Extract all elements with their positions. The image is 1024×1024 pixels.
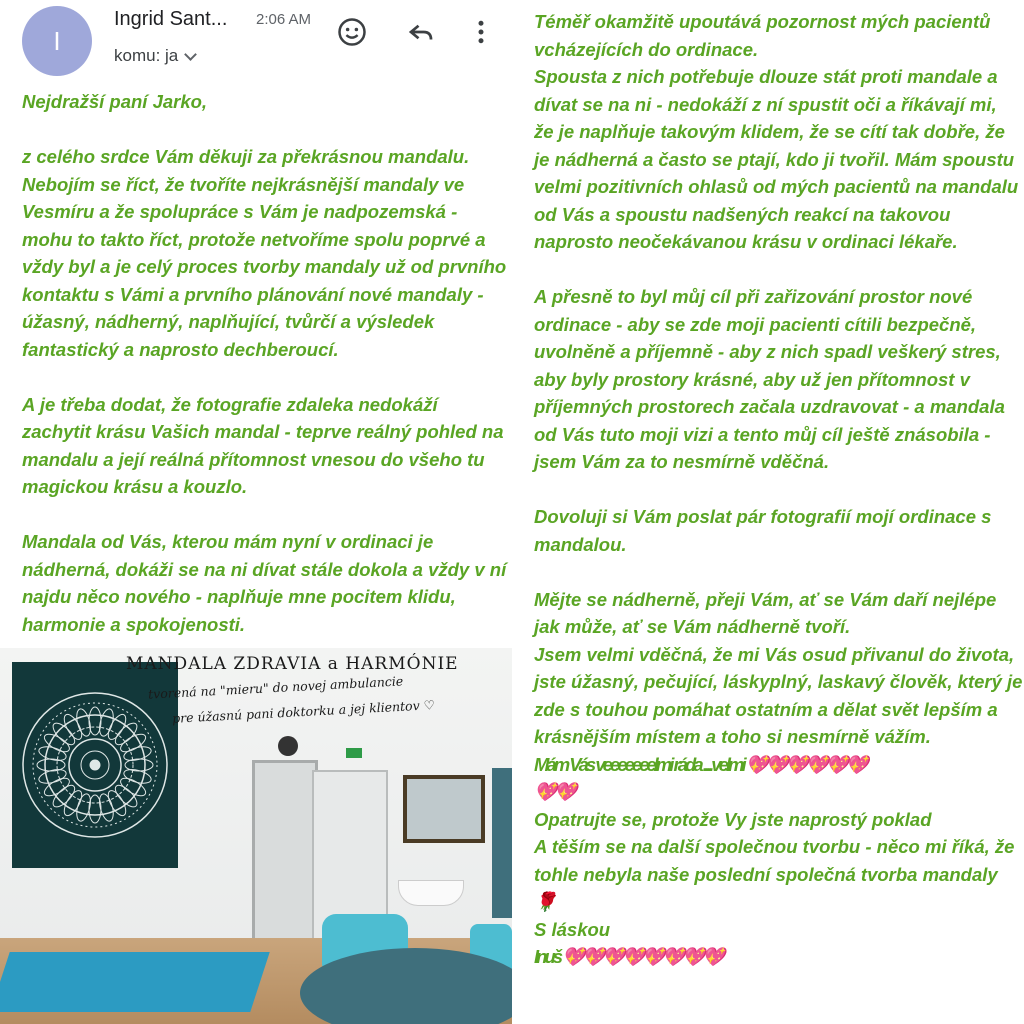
- mandala-petal: [125, 759, 153, 771]
- message-line: aby byly prostory krásné, aby už jen přítomnost v: [534, 368, 970, 390]
- message-line: Nebojím se říct, že tvoříte nejkrásnější mandaly ve: [22, 173, 465, 195]
- message-line: Opatrujte se, protože Vy jste naprostý poklad: [534, 808, 932, 830]
- reply-button[interactable]: [403, 14, 439, 50]
- message-body-left: [22, 88, 506, 638]
- message-line: vcházejících do ordinace.: [534, 38, 759, 60]
- message-line: velmi pozitivních ohlasů od mých pacientů na mandalu: [534, 176, 1019, 197]
- photo-caption-1: tvorená na "mieru" do novej ambulancie: [147, 673, 404, 702]
- message-line: jsem Vám za to nesmírně vděčná.: [534, 451, 830, 472]
- message-line: mandalou.: [534, 533, 627, 555]
- message-line: příjemných prostorech začala uzdravovat - a mandala: [534, 396, 1005, 417]
- message-line: Mějte se nádherně, přeji Vám, ať se Vám daří nejlépe: [534, 588, 997, 610]
- photo-caption-2: pre úžasnú pani doktorku a jej klientov ♡: [171, 697, 436, 726]
- exit-sign: [346, 748, 362, 758]
- recipient-label: komu: ja: [114, 46, 179, 65]
- blank-line: [22, 363, 506, 391]
- emoji-reaction-button[interactable]: [334, 14, 370, 50]
- message-line: 🌹: [534, 891, 558, 912]
- message-line: je nádherná a často se ptají, kdo ji tvořil. Mám spoustu: [534, 148, 1015, 170]
- message-line: najdu něco nového - naplňuje mne pocitem klidu,: [22, 586, 456, 607]
- message-line: zachytit krásu Vašich mandal - teprve reálný pohled na: [22, 421, 504, 442]
- message-line: harmonie a spokojenosti.: [22, 613, 246, 635]
- message-line: Téměř okamžitě upoutává pozornost mých pacientů: [534, 11, 991, 32]
- message-body-right: [534, 8, 1022, 971]
- message-line: kontaktu s Vámi a prvního plánování nové mandaly -: [22, 283, 484, 305]
- photo-title: MANDALA ZDRAVIA a HARMÓNIE: [126, 654, 459, 674]
- message-line: Inuš 💖💖💖💖💖💖💖💖: [534, 946, 723, 967]
- message-line: naprosto neočekávanou krásu v ordinaci lékaře.: [534, 231, 958, 252]
- office-photo: [0, 648, 512, 1024]
- message-line: Spousta z nich potřebuje dlouze stát proti mandale a: [534, 66, 998, 87]
- message-line: z celého srdce Vám děkuji za překrásnou mandalu.: [22, 146, 470, 167]
- mandala-petal: [89, 707, 101, 735]
- more-options-button[interactable]: [463, 14, 499, 50]
- mirror: [403, 775, 485, 843]
- chevron-down-icon: [184, 48, 197, 61]
- message-line: fantastický a naprosto dechberoucí.: [22, 338, 339, 360]
- right-panel: [512, 0, 1024, 1024]
- message-line: že je naplňuje takovým klidem, že se cítí tak dobře, že: [534, 121, 1005, 142]
- message-line: úžasný, nádherný, naplňující, tvůrčí a výsledek: [22, 311, 435, 332]
- blank-line: [534, 558, 1022, 586]
- message-line: uvolněně a příjemně - aby z nich spadl veškerý stres,: [534, 341, 1001, 362]
- message-line: S láskou: [534, 918, 611, 940]
- message-line: Nejdražší paní Jarko,: [22, 91, 208, 112]
- reply-icon: [406, 17, 436, 47]
- message-line: Mám Vás veeeeeeelmi ráda ....velmi 💖💖💖💖💖💖: [534, 753, 866, 775]
- cabinet: [492, 768, 512, 918]
- message-line: Dovoluji si Vám poslat pár fotografií mojí ordinace s: [534, 506, 992, 527]
- message-line: mandalu a její reálná přítomnost vnesou do všeho tu: [22, 448, 485, 470]
- message-line: ordinace - aby se zde moji pacienti cítili bezpečně,: [534, 313, 977, 335]
- message-line: A přesně to byl můj cíl při zařizování prostor nové: [534, 286, 973, 307]
- message-line: Vesmíru a že spolupráce s Vám je nadpozemská -: [22, 201, 458, 222]
- message-time: 2:06 AM: [256, 11, 312, 28]
- sink: [398, 880, 464, 906]
- message-line: dívat se na ni - nedokáží z ní spustit oči a říkávají mi,: [534, 93, 997, 115]
- mandala-petal: [37, 759, 65, 771]
- message-line: tohle nebyla naše poslední společná tvorba mandaly: [534, 863, 998, 885]
- recipient-toggle[interactable]: [114, 46, 195, 66]
- wall-clock: [278, 736, 298, 756]
- message-line: nádherná, dokáži se na ni dívat stále dokola a vždy v ní: [22, 558, 507, 580]
- message-line: A těším se na další společnou tvorbu - něco mi říká, že: [534, 836, 1015, 857]
- message-line: vždy byl a je celý proces tvorby mandaly už od prvního: [22, 256, 507, 277]
- message-line: Jsem velmi vděčná, že mi Vás osud přivanul do života,: [534, 643, 1015, 665]
- emoji-icon: [337, 17, 367, 47]
- message-line: od Vás a spoustu nadšených reakcí na takovou: [534, 203, 951, 225]
- sender-avatar[interactable]: [22, 6, 92, 76]
- message-line: magickou krásu a kouzlo.: [22, 476, 248, 497]
- message-line: A je třeba dodat, že fotografie zdaleka nedokáží: [22, 393, 438, 415]
- examination-bed: [0, 952, 270, 1012]
- message-line: mohu to takto říct, protože netvoříme spolu poprvé a: [22, 228, 486, 250]
- sender-name[interactable]: Ingrid Sant...: [114, 8, 228, 30]
- blank-line: [534, 476, 1022, 504]
- message-line: 💖💖: [534, 781, 575, 802]
- blank-line: [22, 116, 506, 144]
- message-line: jak může, ať se Vám nádherně tvoří.: [534, 616, 851, 637]
- blank-line: [22, 501, 506, 529]
- message-line: zde s touhou pomáhat ostatním a dělat svět lepším a: [534, 698, 998, 720]
- blank-line: [534, 256, 1022, 284]
- message-line: jste úžasný, pečující, láskyplný, laskavý člověk, který je: [534, 671, 1023, 692]
- message-line: Mandala od Vás, kterou mám nyní v ordinaci je: [22, 531, 434, 552]
- message-line: krásnějším místem a toho si nesmírně vážím.: [534, 726, 931, 747]
- mandala-petal: [89, 795, 101, 823]
- message-line: od Vás tuto moji vizi a tento můj cíl ještě znásobila -: [534, 423, 991, 445]
- avatar-letter: I: [53, 25, 61, 56]
- doorway: [252, 760, 318, 956]
- more-vert-icon: [466, 17, 496, 47]
